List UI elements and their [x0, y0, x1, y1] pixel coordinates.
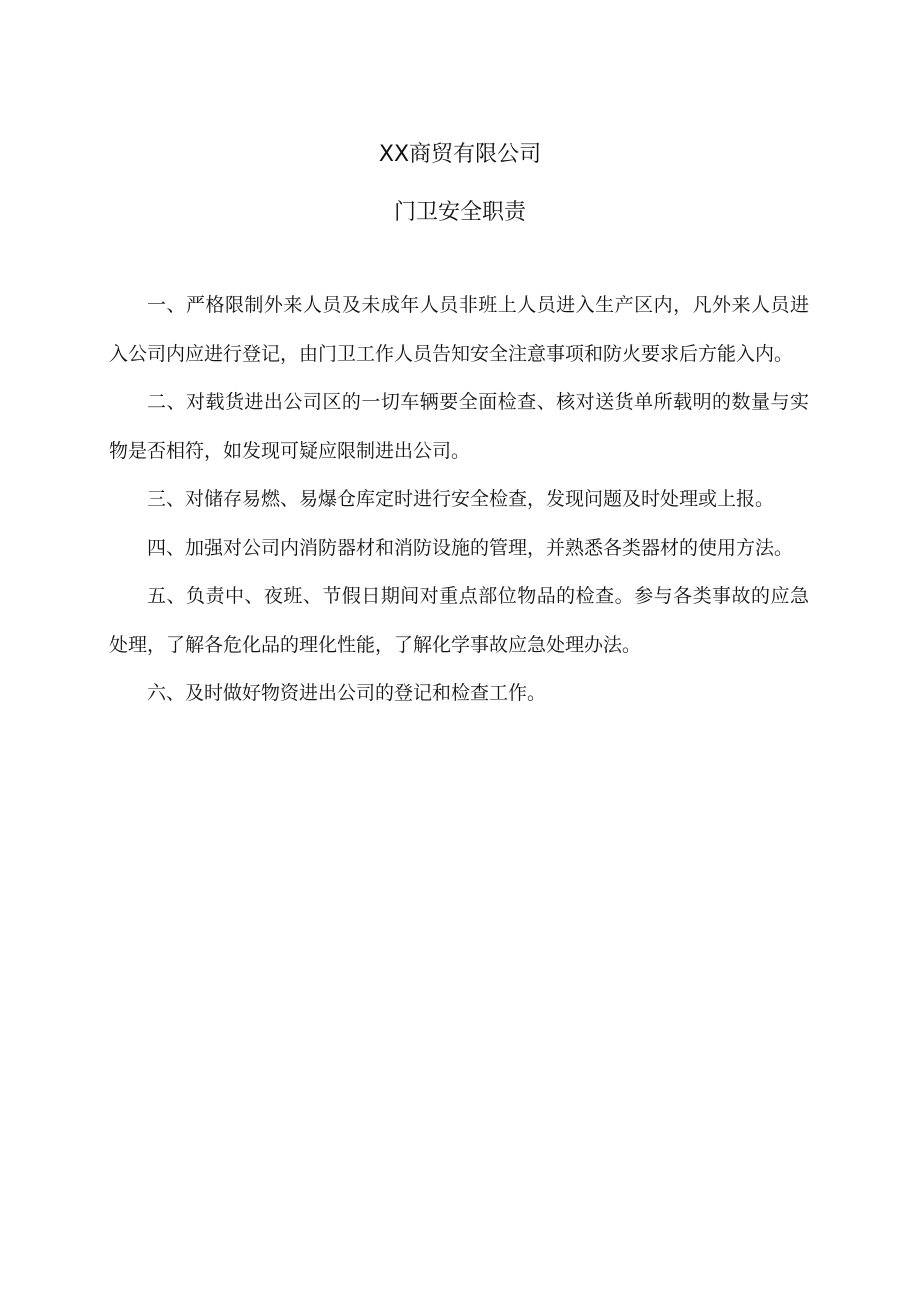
paragraph-3: 三、对储存易燃、易爆仓库定时进行安全检查，发现问题及时处理或上报。 [147, 488, 775, 510]
paragraph-5: 五、负责中、夜班、节假日期间对重点部位物品的检查。参与各类事故的应急处理，了解各危化品的理化性能，了解化学事故应急处理办法。 [109, 585, 809, 656]
paragraph-1: 一、严格限制外来人员及未成年人员非班上人员进入生产区内，凡外来人员进入公司内应进行登记，由门卫工作人员告知安全注意事项和防火要求后方能入内。 [109, 294, 809, 365]
title-block [0, 136, 920, 232]
paragraph-6: 六、及时做好物资进出公司的登记和检查工作。 [147, 682, 547, 704]
paragraph-4: 四、加强对公司内消防器材和消防设施的管理，并熟悉各类器材的使用方法。 [147, 536, 794, 559]
company-title: XX商贸有限公司 [378, 142, 542, 167]
document-body [109, 281, 809, 718]
paragraph-2: 二、对载货进出公司区的一切车辆要全面检查、核对送货单所载明的数量与实物是否相符，如发现可疑应限制进出公司。 [109, 391, 809, 462]
document-subtitle: 门卫安全职责 [393, 200, 526, 225]
